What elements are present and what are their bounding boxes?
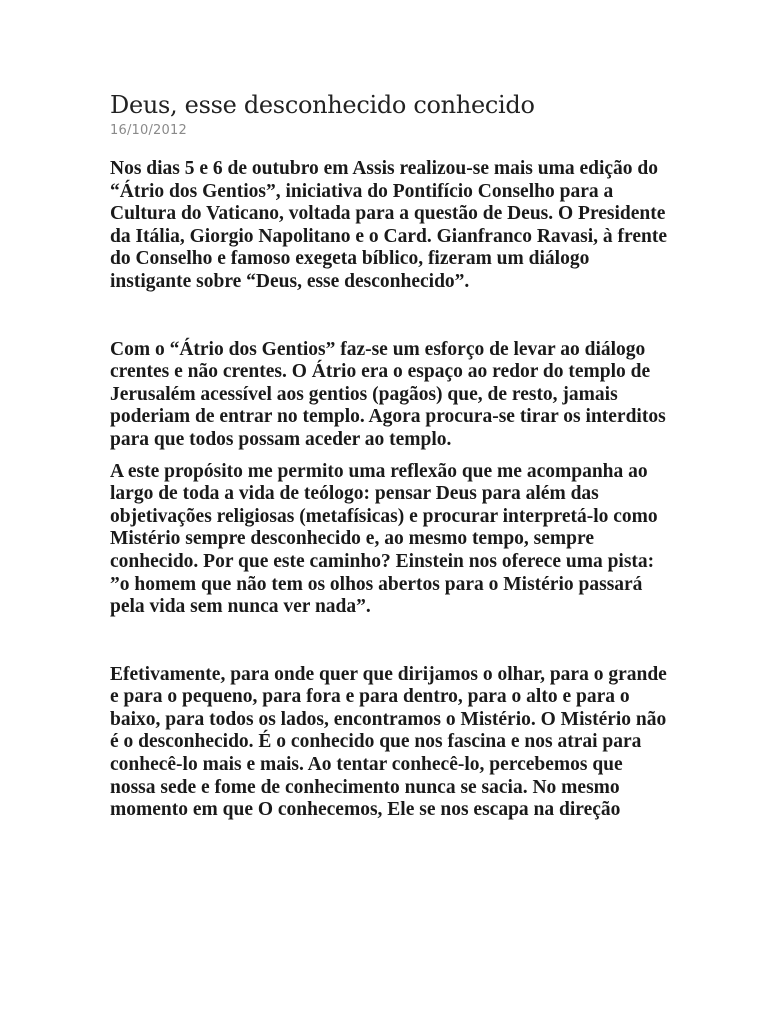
article-paragraph-4: Efetivamente, para onde quer que dirijamos o olhar, para o grande e para o pequeno, para fora e para dentro, para o alto e para o baixo, para todos os lados, encontramos o Mistério. O Mistério não é o desconhecido. É o conhecido que nos fascina e nos atrai para conhecê-lo mais e mais. Ao tentar conhecê-lo, percebemos que nossa sede e fome de conhecimento nunca se sacia. No mesmo momento em que O conhecemos, Ele se nos escapa na direção: [110, 663, 667, 821]
article-paragraph-2: Com o “Átrio dos Gentios” faz-se um esforço de levar ao diálogo crentes e não crentes. O Átrio era o espaço ao redor do templo de Jerusalém acessível aos gentios (pagãos) que, de resto, jamais poderiam de entrar no templo. Agora procura-se tirar os interditos para que todos possam aceder ao templo.: [110, 338, 666, 450]
article-paragraph-3: A este propósito me permito uma reflexão que me acompanha ao largo de toda a vida de teólogo: pensar Deus para além das objetivações religiosas (metafísicas) e procurar interpretá-lo como Mistério sempre desconhecido e, ao mesmo tempo, sempre conhecido. Por que este caminho? Einstein nos oferece uma pista: ”o homem que não tem os olhos abertos para o Mistério passará pela vida sem nunca ver nada”.: [110, 460, 658, 618]
article-title: Deus, esse desconhecido conhecido: [110, 91, 535, 119]
article: [110, 88, 670, 822]
article-paragraph-1: Nos dias 5 e 6 de outubro em Assis realizou-se mais uma edição do “Átrio dos Gentios”, iniciativa do Pontifício Conselho para a Cultura do Vaticano, voltada para a questão de Deus. O Presidente da Itália, Giorgio Napolitano e o Card. Gianfranco Ravasi, à frente do Conselho e famoso exegeta bíblico, fizeram um diálogo instigante sobre “Deus, esse desconhecido”.: [110, 158, 667, 292]
article-date: 16/10/2012: [110, 123, 187, 138]
